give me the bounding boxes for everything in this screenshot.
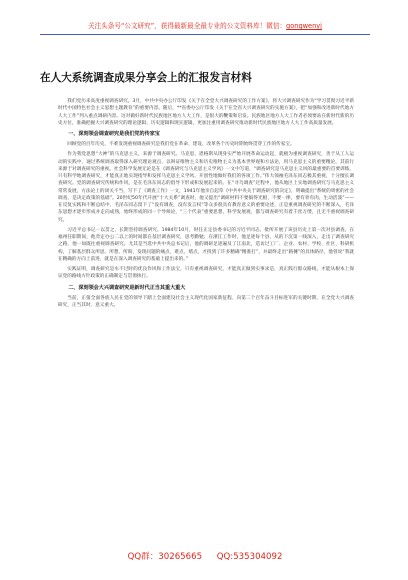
promo-banner: [40, 18, 370, 34]
section-heading: 二、深刻领会大兴调查研究是新时代正当其重大重大: [68, 284, 186, 291]
body-paragraph: 习近平总书记一以贯之、长期坚持调查研究。1984年10月，时任正定县委书记的习近平同志，批所开展了该县历史上第一次对县调查。在福州任职期间，他肯定办公二以上的时间都在基层调查研究，思考勤勉；在浙江工作时，他足迹每个县，从的下沉第一线深入，走出了调查研究之路，他一如既往重视调查研究。尤其是当选中共中央总书记后，他的调研足迹遍及了江南北，造访过工厂、企业、农村、学校、社区、科研机构，了解基层群众所思、所想、所盼，发现问题的痛点、难点、堵点，才找到了许多精确“精准打”，并最终走出“路摊”的具体路径，他曾说“我就在精确的方向上前进，就是在深入调查研究的基础上提出来的。”: [58, 227, 354, 262]
body-paragraph: 作为我党思想“大神”的马克思主义，来源于调查研究。马克思、恩格斯从现身实严始开展革命运动起，就极为重视调查研究，善于从工人运动的实践中，通过系统调查取得深入研究理论观点，以辩证唯物主义和历史唯物主义为基本世界观和方法论，用马克思主义的重要精论，其前行来源于对调查研究的重视。社会科学发展无论是在《调查研究与马克思主义学风》一文中写道，“调查研究是马克思主义风的最重要的首要训练，只有科学地调查研究，才能真正地实现指导和发挥马克思主义学风，开创性地做好我们的各项工作。”伟大领袖毛泽东同志极其重视，十分擅长调查研究。党的调查研究传统和作风，是在毛泽东同志的倡导下形成和发展起来的。在“寻乌调查”过程中，他从地区上实地调查研究与马克思主义常常发展，方法论上的闭关不当，写下了《调查工作》一文，1941年他亲自起草《中共中央关于调查研究的决定》，明确提出“系统的周密的社会调查，是决定政策的基础”。20世纪50年代开展“十大关系”调查时，他又提出“调研材料不要搞得光板、不要一律，要有骨有肉，生动活泼”——在反复实践和不断总结中，毛泽东同志留下了“没有调查，没有发言权”等众多很具有教育意义的重要论述，正是重视调查研究的不断深入，毛泽东思想才逐步形成并走向成熟，始终形成的同一个导师论，“三个代表”重要思想、科学发展观，都与调查研究有着千丝万缕，且无不重视调查研究。: [58, 152, 354, 223]
document-body: [58, 98, 354, 528]
promo-text: 关注头条号“公文研究”，获得最新最全最专业的公文资料库！: [87, 22, 267, 30]
body-paragraph: 回顾党的百年历史，不难发现重视调查研究是我们党在革命、建设、改革各个历史时期始终贯穿工作的传家宝。: [67, 142, 295, 147]
wechat-id-link[interactable]: gongwenyj: [286, 22, 322, 30]
document-title: 在人大系统调查成果分享会上的汇报发言材料: [40, 72, 252, 84]
section-heading: 一、深刻领会调查研究是我们党的传家宝: [68, 131, 160, 137]
body-paragraph: 实践证明，调查研究是水不过时的优良作风和工作法宝，只有重视调查研究，才能真正做到实事求是，真正践行群众路线，才能从根本上保证党的路线方针政策的正确制定与贯彻执行。: [58, 267, 354, 280]
contact-footer: [40, 549, 370, 565]
wechat-label: 微信：: [266, 22, 287, 30]
body-paragraph: 我们党历来高度重视调查研究。3月，中共中央办公厅印发《关于在全党大兴调查研究的工作方案》，将大兴调查研究作为“学习贯彻习近平新时代中国特色社会主义思想主题教育”的重要内容。随后，**省委办公厅印发《关于在全省大兴调查研究的实施方案》，把“加强和改进新时代地方人大工作”列入重点调研内容。这对做好新时代民族地区地方人大工作，是很大的鞭策和启发。民族地区地方人大工作者必须要站在新时代新的历史方位，准确把握大兴调查研究的理论逻辑、历史逻辑和现实逻辑，更加注重用调查研究推动新时代民族地区地方人大工作高质量发展。: [58, 99, 354, 126]
qq-group-label: QQ群：30265665: [127, 552, 203, 562]
body-paragraph: 当前，正值全面各族人民在党的领导下踏上全面建设社会主义现代化国家新征程、向第二个百年奋斗目标进军的关键时期，在全党大兴调查研究，正当其时、意义重大。: [58, 295, 354, 308]
header-divider: [40, 34, 370, 35]
qq-label: QQ:535304092: [216, 552, 283, 562]
